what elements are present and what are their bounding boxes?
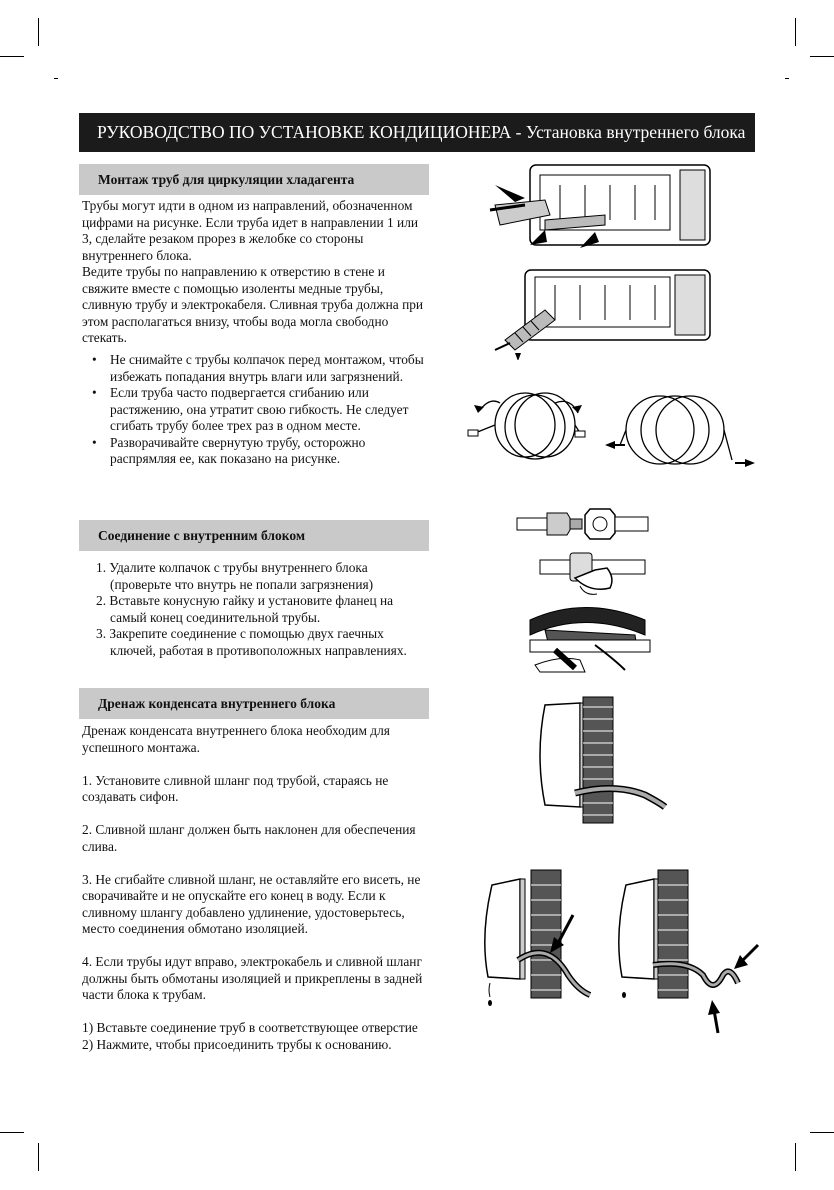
crop-mark — [785, 78, 789, 79]
section-heading-connection: Соединение с внутренним блоком — [79, 520, 429, 551]
drainage-item: 1. Установите сливной шланг под трубой, стараясь не создавать сифон. — [82, 772, 389, 804]
section-heading-drainage: Дренаж конденсата внутреннего блока — [79, 688, 429, 719]
crop-mark — [38, 1143, 39, 1171]
bullet-item: • Разворачивайте свернутую трубу, осторожно распрямляя ее, как показано на рисунке. — [82, 435, 427, 468]
drainage-intro: Дренаж конденсата внутреннего блока необходим для успешного монтажа. — [82, 723, 390, 755]
drainage-item: 3. Не сгибайте сливной шланг, не оставляйте его висеть, не сворачивайте и не опускайте его конец в воду. Если к сливному шлангу добавлено удлинение, удостоверьтесь, место соединения обмотано изоляцией. — [82, 871, 421, 936]
crop-mark — [795, 18, 796, 46]
drainage-item: 2. Сливной шланг должен быть наклонен для обеспечения слива. — [82, 822, 416, 854]
coiled-pipe-unrolling-illustration — [460, 385, 760, 475]
pipes-paragraph-2: Ведите трубы по направлению к отверстию в стене и свяжите вместе с помощью изоленты медные трубы, сливную трубу и электрокабеля. Сливная труба должна при этом располагаться внизу, чтобы вода могла свободно стекать. — [82, 264, 424, 345]
bullet-item: • Если труба часто подвергается сгибанию или растяжению, она утратит свою гибкость. Не следует сгибать трубу более трех раз в одном месте. — [82, 385, 427, 435]
pipes-bullet-list — [82, 352, 427, 468]
drain-hose-wrong-routing-illustration — [478, 865, 768, 1040]
step-item: 3. Закрепите соединение с помощью двух гаечных ключей, работая в противоположных направлениях. — [96, 626, 407, 658]
crop-mark — [795, 1143, 796, 1171]
section-heading-pipes: Монтаж труб для циркуляции хладагента — [79, 164, 429, 195]
crop-mark — [810, 56, 834, 57]
drainage-text — [82, 723, 427, 1053]
drainage-item: 4. Если трубы идут вправо, электрокабель и сливной шланг должны быть обмотаны изоляцией и прикреплены в задней части блока к трубам. — [82, 954, 423, 1002]
indoor-unit-pipe-directions-illustration — [485, 160, 715, 260]
page-title: РУКОВОДСТВО ПО УСТАНОВКЕ КОНДИЦИОНЕРА - Установка внутреннего блока — [79, 113, 755, 152]
pipes-text — [82, 198, 427, 347]
crop-mark — [38, 18, 39, 46]
drainage-substep: 1) Вставьте соединение труб в соответствующее отверстие — [82, 1020, 418, 1035]
crop-mark — [0, 1132, 24, 1133]
two-wrenches-tightening-illustration — [525, 600, 655, 675]
indoor-unit-wall-drain-illustration — [535, 695, 670, 825]
step-item: 2. Вставьте конусную гайку и установите фланец на самый конец соединительной трубы. — [96, 593, 394, 625]
indoor-unit-taped-pipes-illustration — [485, 265, 715, 360]
crop-mark — [54, 78, 58, 79]
crop-mark — [810, 1132, 834, 1133]
pipes-paragraph-1: Трубы могут идти в одном из направлений, обозначенном цифрами на рисунке. Если труба идет в направлении 1 или 3, сделайте резаком прорез в желобке со стороны внутреннего блока. — [82, 198, 419, 263]
step-item: 1. Удалите колпачок с трубы внутреннего блока (проверьте что внутрь не попали загрязнения) — [96, 560, 374, 592]
hand-tightening-nut-illustration — [535, 548, 650, 598]
connection-steps — [82, 560, 427, 659]
drainage-substep: 2) Нажмите, чтобы присоединить трубы к основанию. — [82, 1036, 392, 1052]
crop-mark — [0, 56, 24, 57]
bullet-item: • Не снимайте с трубы колпачок перед монтажом, чтобы избежать попадания внутрь влаги или загрязнений. — [82, 352, 427, 385]
flare-nut-connection-illustration — [515, 505, 650, 543]
